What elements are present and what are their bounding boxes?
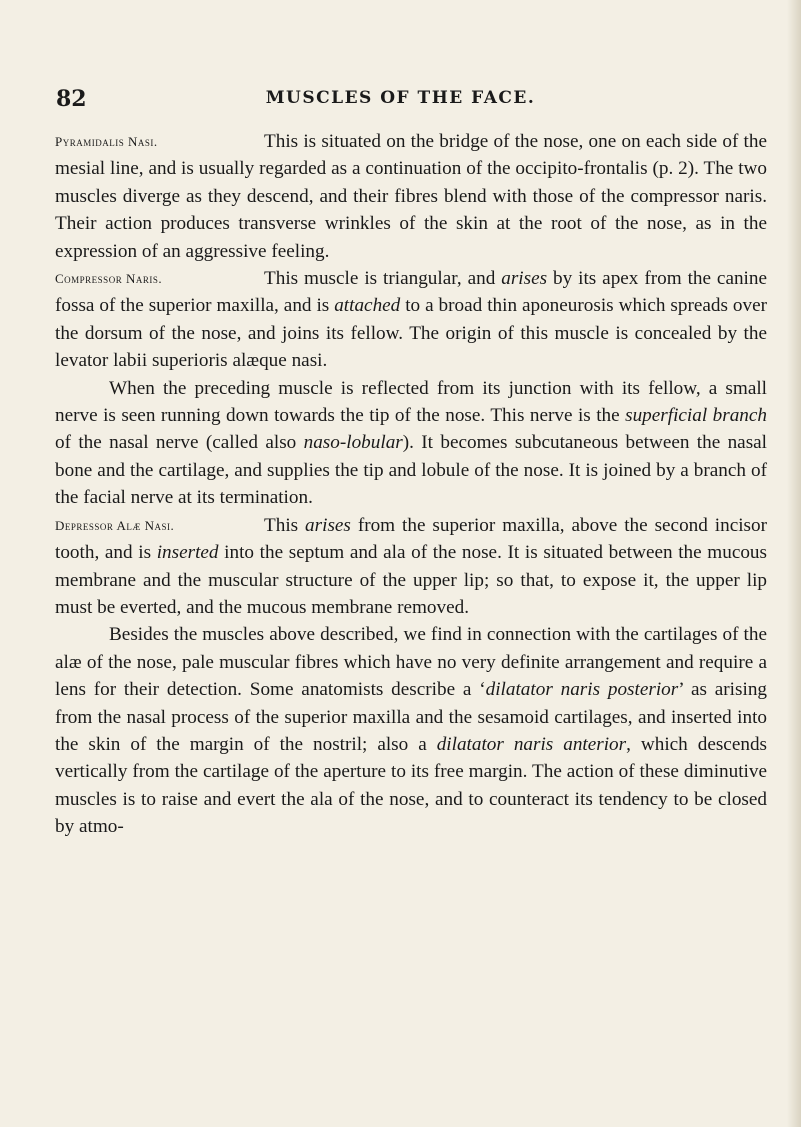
running-head: MUSCLES OF THE FACE. — [265, 88, 536, 108]
page-edge-shadow — [787, 0, 801, 1127]
text-run: Besides the muscles above described, we find in connection with the cartilages of the alæ of the nose, pale muscular fibres which have no very definite arrangement and require a lens for their detection. Some anatomists describe a ‘ — [55, 624, 767, 701]
text-run: ’ as arising from the nasal process of the superior maxilla and the sesamoid cartilages, and inserted into the skin of the margin of the nostril; also a — [55, 679, 768, 755]
paragraph-text: on each side of the mesial line, and is usually regarded as a continuation of the occipito-frontalis (p. 2). The two muscles diverge as they descend, and their fibres blend with those of the compressor naris. Their action produces transverse wrinkles of the skin at the root of the nose, as in the expression of an aggressive feeling. — [55, 131, 767, 262]
page-number: 82 — [56, 86, 87, 112]
paragraph-lead: This is situated on the bridge of the nose, one — [264, 131, 617, 152]
emphasis-attached: attached — [334, 295, 401, 317]
emphasis-inserted: inserted — [156, 542, 219, 564]
page-header — [0, 86, 801, 116]
text-run: , which descends vertically from the cartilage of the aperture to its free margin. The action of these diminutive muscles is to raise and evert the ala of the nose, and to counteract its tendency to be closed by atmo- — [55, 733, 767, 838]
emphasis-dilatator-anterior: dilatator naris anterior — [436, 733, 627, 755]
section-compressor-naris — [55, 265, 767, 375]
text-run: of the nasal nerve (called also — [55, 432, 304, 454]
text-run: by its apex from the canine fossa of the superior maxilla, and is — [55, 268, 768, 317]
emphasis-superficial-branch: superficial branch — [625, 405, 767, 427]
sidenote-compressor-naris: Compressor Naris. — [55, 271, 163, 287]
sidenote-depressor-alae-nasi: Depressor Alæ Nasi. — [55, 517, 175, 533]
text-run: from the superior maxilla, above the second incisor tooth, and is — [55, 514, 767, 564]
text-run: ). It becomes subcutaneous between the nasal bone and the cartilage, and supplies the tip and lobule of the nose. It is joined by a branch of the facial nerve at its termination. — [55, 432, 768, 509]
emphasis-naso-lobular: naso-lobular — [303, 432, 403, 454]
sidenote-pyramidalis-nasi: Pyramidalis Nasi. — [55, 134, 158, 149]
section-pyramidalis-nasi — [55, 128, 767, 265]
emphasis-arises: arises — [501, 268, 548, 290]
text-run: When the preceding muscle is reflected from its junction with its fellow, a small nerve is seen running down towards the tip of the nose. This nerve is the — [55, 377, 767, 427]
emphasis-arises: arises — [305, 514, 351, 536]
emphasis-dilatator-posterior: dilatator naris posterior — [485, 679, 679, 701]
text-run: This muscle is triangular, and — [264, 268, 502, 290]
section-depressor-alae-nasi — [55, 512, 767, 622]
text-run: to a broad thin aponeurosis which spreads over the dorsum of the nose, and joins its fellow. The origin of this muscle is concealed by the levator labii superioris alæque nasi. — [55, 295, 768, 372]
paragraph-dilatator — [55, 621, 767, 840]
text-run: This — [264, 514, 306, 536]
paragraph-nasal-nerve — [55, 375, 767, 512]
body-text — [55, 128, 767, 841]
text-run: into the septum and ala of the nose. It is situated between the mucous membrane and the muscular structure of the upper lip; so that, to expose it, the upper lip must be everted, and the mucous membrane removed. — [55, 542, 767, 618]
